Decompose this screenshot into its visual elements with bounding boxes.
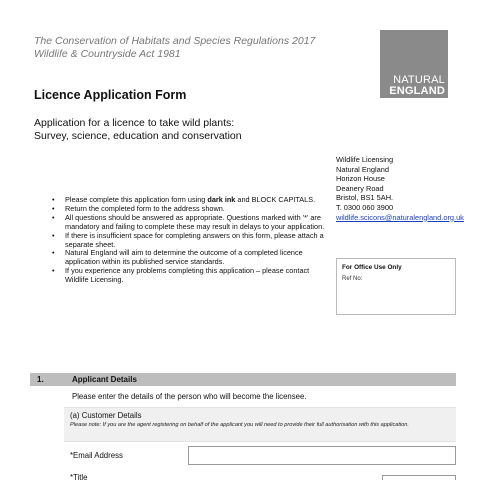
legislation-heading — [34, 35, 315, 61]
title-row — [64, 468, 456, 480]
title-input[interactable] — [382, 475, 456, 480]
section-title: Applicant Details — [72, 375, 137, 384]
instruction-item: • If you experience any problems completing this application – please contact Wildlife Licensing. — [52, 267, 327, 285]
address-line: Deanery Road — [336, 183, 384, 193]
office-use-title: For Office Use Only — [342, 264, 402, 271]
logo-line-1: NATURAL — [393, 74, 445, 86]
natural-england-logo — [380, 30, 448, 98]
logo-line-2: ENGLAND — [389, 85, 445, 97]
section-number: 1. — [37, 375, 44, 384]
form-subtitle — [34, 117, 242, 143]
address-line: Natural England — [336, 164, 390, 174]
customer-details-note: Please note: If you are the agent registering on behalf of the applicant you will need to provide their full authorisation with this application. — [70, 422, 409, 428]
customer-details-heading: (a) Customer Details — [70, 411, 142, 420]
form-title: Licence Application Form — [34, 88, 187, 102]
instruction-item: • If there is insufficient space for completing answers on this form, please attach a separate sheet. — [52, 232, 327, 250]
title-label: *Title — [70, 473, 88, 480]
email-row — [64, 444, 456, 468]
address-line: Wildlife Licensing — [336, 155, 394, 164]
section-header-applicant — [30, 373, 456, 386]
legislation-line-2: Wildlife & Countryside Act 1981 — [34, 48, 181, 60]
section-description: Please enter the details of the person who will become the licensee. — [72, 392, 307, 401]
email-input[interactable] — [188, 446, 456, 465]
instructions-list — [52, 196, 327, 285]
office-use-box — [336, 258, 456, 315]
subtitle-line-2: Survey, science, education and conservation — [34, 130, 242, 142]
instruction-item: • Please complete this application form using dark ink and BLOCK CAPITALS. — [52, 196, 327, 205]
subtitle-line-1: Application for a licence to take wild plants: — [34, 117, 235, 129]
address-line: Bristol, BS1 5AH. — [336, 193, 394, 203]
licensing-email-link[interactable]: wildlife.scicons@naturalengland.org.uk — [336, 212, 464, 222]
instruction-item: • All questions should be answered as appropriate. Questions marked with '*' are mandatory and failing to complete these may result in delays to your application. — [52, 214, 327, 232]
customer-details-header — [64, 407, 456, 442]
instruction-item: • Return the completed form to the address shown. — [52, 205, 327, 214]
instruction-item: • Natural England will aim to determine the outcome of a completed licence application within its published service standards. — [52, 249, 327, 267]
email-label: *Email Address — [70, 451, 123, 460]
address-phone: T. 0300 060 3900 — [336, 202, 394, 212]
legislation-line-1: The Conservation of Habitats and Species Regulations 2017 — [34, 35, 316, 47]
office-ref-label: Ref No: — [342, 276, 363, 282]
address-line: Horizon House — [336, 174, 385, 184]
licensing-address — [336, 155, 464, 222]
